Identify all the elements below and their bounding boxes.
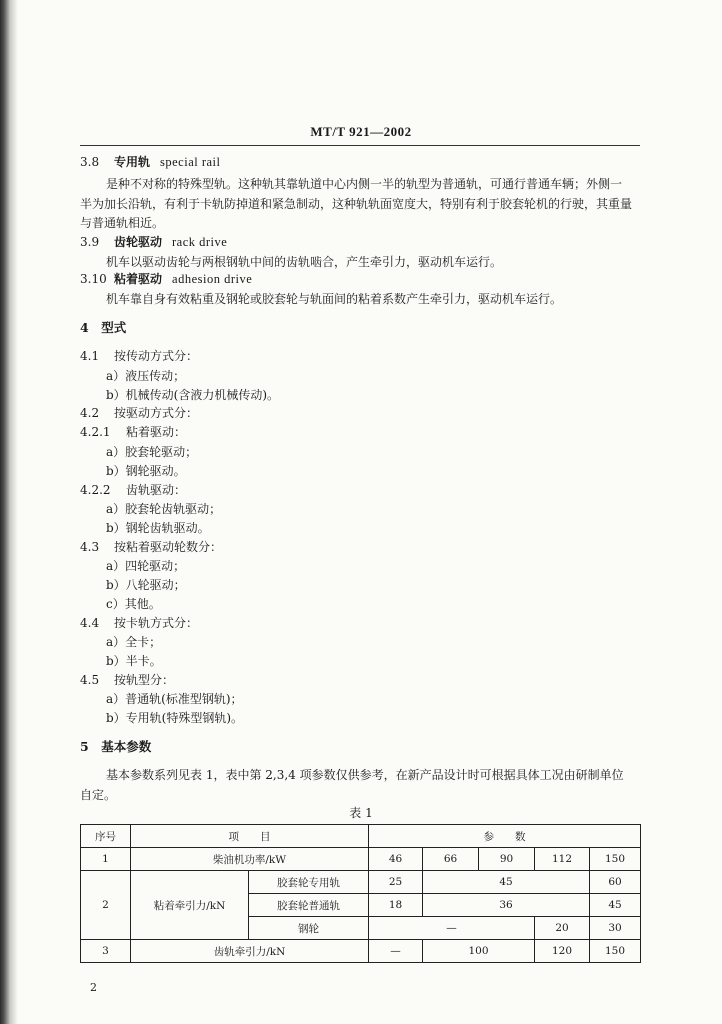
term-english: special rail <box>160 155 221 169</box>
cell-no: 3 <box>81 940 131 963</box>
term-3-10-line-1: 机车靠自身有效粘重及钢轮或胶套轮与轨面间的粘着系数产生牵引力，驱动机车运行。 <box>106 292 563 306</box>
cell-subitem: 胶套轮专用轨 <box>249 871 369 894</box>
cell-value: 45 <box>590 894 641 917</box>
cell-value: 25 <box>369 871 423 894</box>
list-item: a）胶套轮齿轨驱动； <box>106 502 222 516</box>
header-params: 参 数 <box>369 825 641 848</box>
term-3-8-heading <box>80 154 221 170</box>
cell-value: 45 <box>423 871 590 894</box>
parameter-table <box>80 824 641 963</box>
list-item: a）普通轨(标准型钢轨)； <box>106 692 243 706</box>
cell-value: 112 <box>535 848 590 871</box>
list-item: b）八轮驱动； <box>106 578 186 592</box>
term-number: 3.9 <box>80 235 100 249</box>
term-english: adhesion drive <box>172 272 253 286</box>
list-item: b）钢轮齿轨驱动。 <box>106 521 210 535</box>
cell-value: 60 <box>590 871 641 894</box>
page-number: 2 <box>90 981 97 994</box>
cell-value: — <box>369 917 535 940</box>
table-row <box>81 940 641 963</box>
clause-4-3: 4.3 按粘着驱动轮数分： <box>80 540 223 554</box>
cell-subitem: 钢轮 <box>249 917 369 940</box>
cell-value: 150 <box>590 848 641 871</box>
cell-item: 柴油机功率/kW <box>131 848 369 871</box>
cell-value: 46 <box>369 848 423 871</box>
term-3-8-line-1: 是种不对称的特殊型轨。这种轨其靠轨道中心内侧一半的轨型为普通轨，可通行普通车辆；外侧一 <box>106 177 623 191</box>
clause-4-4: 4.4 按卡轨方式分： <box>80 616 199 630</box>
scan-edge <box>0 0 18 1024</box>
cell-value: 18 <box>369 894 423 917</box>
section-5-title: 5 基本参数 <box>80 739 152 754</box>
term-name: 粘着驱动 <box>114 272 163 286</box>
table-caption: 表 1 <box>349 806 373 820</box>
list-item: b）钢轮驱动。 <box>106 464 186 478</box>
clause-4-5: 4.5 按轨型分： <box>80 673 175 687</box>
cell-value: 30 <box>590 917 641 940</box>
cell-value: — <box>369 940 423 963</box>
term-number: 3.8 <box>80 155 100 169</box>
section-4-title: 4 型式 <box>80 320 127 335</box>
cell-no: 2 <box>81 871 131 940</box>
clause-4-2-1: 4.2.1 粘着驱动： <box>80 425 187 439</box>
term-name: 齿轮驱动 <box>114 235 163 249</box>
list-item: c）其他。 <box>106 597 161 611</box>
term-english: rack drive <box>172 235 228 249</box>
section-5-paragraph-line-1: 基本参数系列见表 1，表中第 2,3,4 项参数仅供参考，在新产品设计时可根据具体工况由研制单位 <box>106 768 624 782</box>
cell-value: 120 <box>535 940 590 963</box>
cell-value: 100 <box>423 940 535 963</box>
list-item: a）全卡； <box>106 635 162 649</box>
header-item: 项 目 <box>131 825 369 848</box>
term-3-8-line-2: 半为加长沿轨，有利于卡轨防掉道和紧急制动，这种轨轨面宽度大，特别有利于胶套轮机的行驶，其重量 <box>80 197 633 211</box>
term-3-10-heading <box>80 271 252 287</box>
list-item: b）专用轨(特殊型钢轨)。 <box>106 711 244 725</box>
header-rule <box>80 145 640 146</box>
list-item: b）半卡。 <box>106 654 162 668</box>
cell-subitem: 胶套轮普通轨 <box>249 894 369 917</box>
table-row <box>81 871 641 894</box>
list-item: b）机械传动(含液力机械传动)。 <box>106 388 280 402</box>
list-item: a）液压传动； <box>106 369 186 383</box>
cell-no: 1 <box>81 848 131 871</box>
clause-4-2: 4.2 按驱动方式分： <box>80 406 199 420</box>
term-3-9-line-1: 机车以驱动齿轮与两根钢轨中间的齿轨啮合，产生牵引力，驱动机车运行。 <box>106 255 503 269</box>
cell-value: 20 <box>535 917 590 940</box>
clause-4-2-2: 4.2.2 齿轨驱动： <box>80 483 187 497</box>
table-header-row <box>81 825 641 848</box>
header-no: 序号 <box>81 825 131 848</box>
list-item: a）四轮驱动； <box>106 559 186 573</box>
section-5-paragraph-line-2: 自定。 <box>80 788 117 802</box>
cell-value: 150 <box>590 940 641 963</box>
cell-item: 粘着牵引力/kN <box>131 871 249 940</box>
document-header: MT/T 921—2002 <box>310 124 412 139</box>
cell-value: 90 <box>479 848 535 871</box>
cell-value: 36 <box>423 894 590 917</box>
table-row <box>81 848 641 871</box>
term-number: 3.10 <box>80 272 107 286</box>
clause-4-1: 4.1 按传动方式分： <box>80 349 199 363</box>
term-3-9-heading <box>80 234 227 250</box>
term-name: 专用轨 <box>114 155 151 169</box>
term-3-8-line-3: 与普通轨相近。 <box>80 216 165 230</box>
list-item: a）胶套轮驱动； <box>106 445 198 459</box>
cell-item: 齿轨牵引力/kN <box>131 940 369 963</box>
cell-value: 66 <box>423 848 479 871</box>
